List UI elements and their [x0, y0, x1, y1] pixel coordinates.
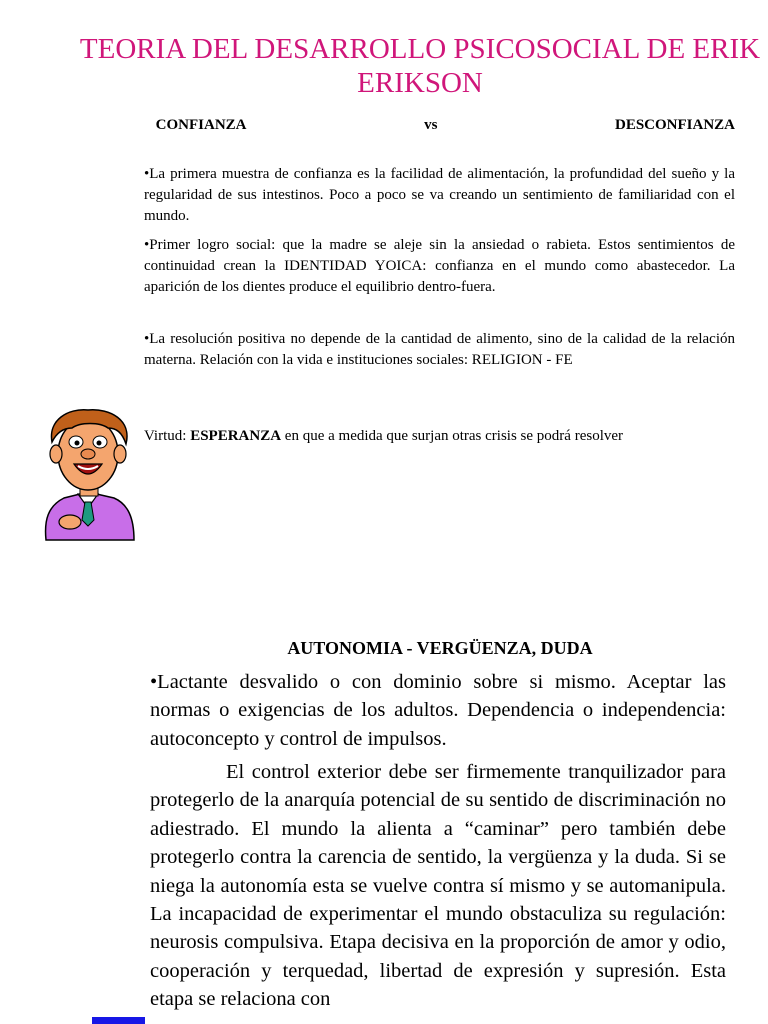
stage1-virtue [144, 426, 744, 447]
accent-bar [92, 1017, 145, 1024]
page-title: TEORIA DEL DESARROLLO PSICOSOCIAL DE ERIK ERIKSON [79, 33, 761, 99]
stage2-paragraph-1: •Lactante desvalido o con dominio sobre si mismo. Aceptar las normas o exigencias de los adultos. Dependencia o independencia: autoconcepto y control de impulsos. [150, 671, 726, 750]
virtue-prefix: Virtud: [144, 428, 191, 444]
stage2-paragraph-2: El control exterior debe ser firmemente tranquilizador para protegerlo de la anarquía potencial de su sentido de discriminación no adiestrado. El mundo la alienta a “caminar” pero también debe protegerlo contra la carencia de sentido, la vergüenza y la duda. Si se niega la autonomía esta se vuelve contra sí mismo y se automanipula. La incapacidad de experimentar el mundo obstaculiza su regulación: neurosis compulsiva. Etapa decisiva en la proporción de amor y odio, cooperación y terquedad, libertad de expresión y supresión. Esta etapa se relaciona con [150, 761, 726, 1011]
cartoon-man-avatar-icon [38, 402, 142, 544]
stage1-vs-label: vs [418, 117, 432, 133]
stage1-bullet-3: •La resolución positiva no depende de la cantidad de alimento, sino de la calidad de la relación materna. Relación con la vida e instituciones sociales: RELIGION - FE [144, 331, 735, 368]
virtue-word: ESPERANZA [190, 428, 282, 444]
stage1-bullet-1: •La primera muestra de confianza es la facilidad de alimentación, la profundidad del sueño y la regularidad de sus intestinos. Poco a poco se va creando un sentimiento de familiaridad con el mundo. [144, 166, 735, 224]
stage1-heading [144, 117, 735, 134]
stage1-left-label: CONFIANZA [144, 117, 235, 133]
stage1-right-label: DESCONFIANZA [614, 117, 735, 133]
stage2-heading: AUTONOMIA - VERGÜENZA, DUDA [287, 638, 593, 658]
virtue-rest: en que a medida que surjan otras crisis se podrá resolver [281, 428, 624, 444]
stage1-bullet-2: •Primer logro social: que la madre se aleje sin la ansiedad o rabieta. Estos sentimientos de continuidad crean la IDENTIDAD YOICA: confianza en el mundo como abastecedor. La aparición de los dientes produce el equilibrio dentro-fuera. [144, 237, 735, 295]
